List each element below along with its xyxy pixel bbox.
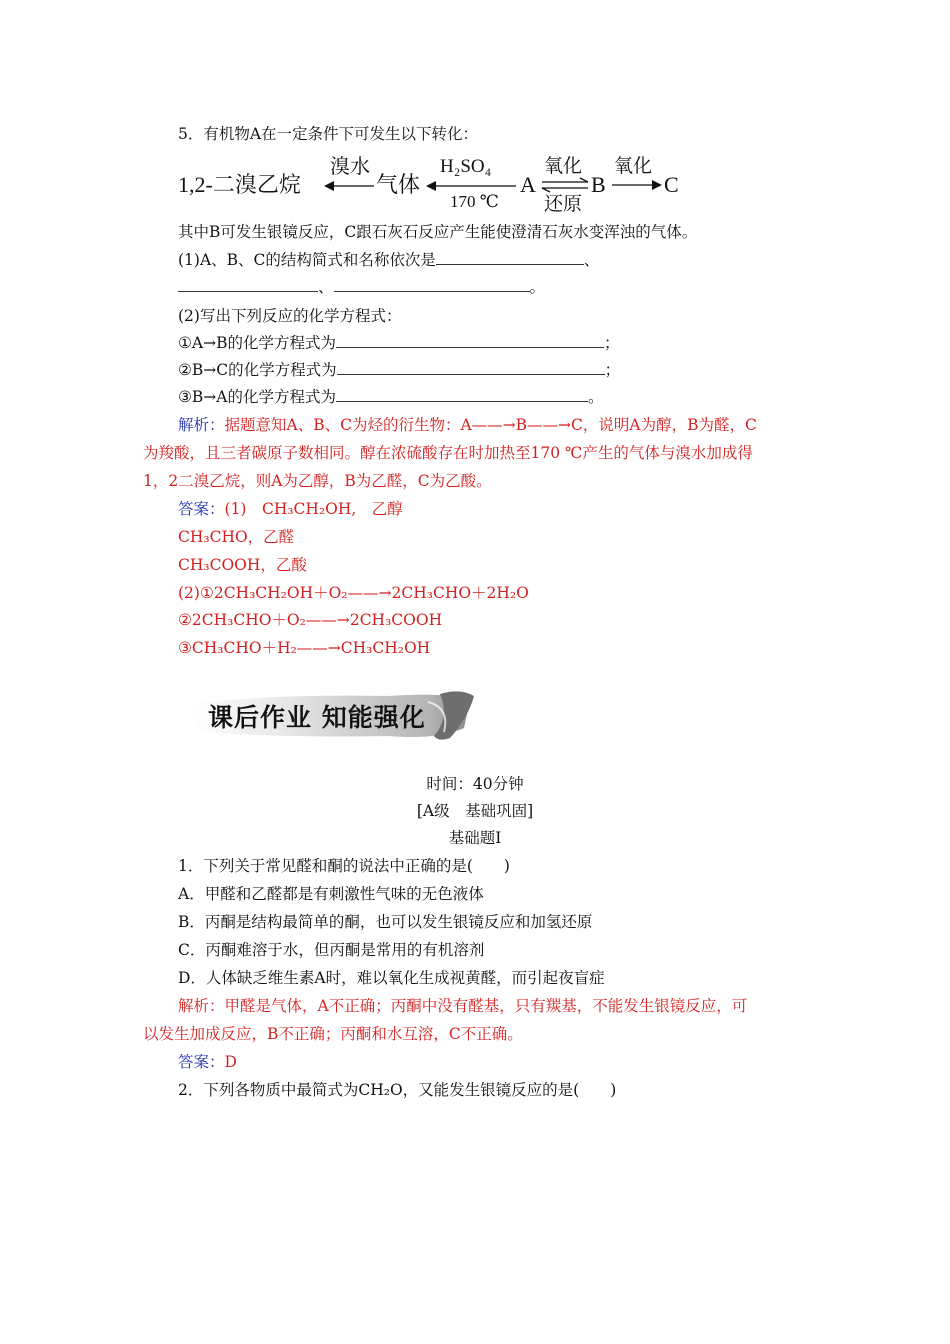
q5-eq3 [178, 387, 603, 407]
q5-analysis-line3: 1，2二溴乙烷，则A为乙醇，B为乙醛，C为乙酸。 [143, 472, 492, 490]
scheme-C: C [664, 172, 679, 197]
reaction-scheme [178, 150, 698, 214]
q5-answer-line5: ②2CH₃CHO＋O₂——→2CH₃COOH [178, 611, 443, 629]
scheme-cond2: 170 ℃ [450, 192, 499, 211]
q5-answer-line3: CH₃COOH，乙酸 [178, 556, 307, 574]
scheme-product: 1,2-二溴乙烷 [178, 172, 301, 197]
scheme-A: A [520, 172, 536, 197]
answer-blank[interactable] [178, 277, 318, 292]
answer-blank[interactable] [336, 387, 588, 402]
level-label: [A级 基础巩固] [416, 802, 534, 820]
q5-info: 其中B可发生银镜反应，C跟石灰石反应产生能使澄清石灰水变浑浊的气体。 [178, 223, 698, 241]
q5-answer-line1 [178, 499, 403, 519]
scheme-B: B [591, 172, 606, 197]
q1-stem: 1．下列关于常见醛和酮的说法中正确的是( ) [178, 857, 510, 875]
scheme-ox2: 氧化 [614, 156, 653, 177]
separator: 、 [318, 278, 334, 296]
q5-eq3-text: ③B→A的化学方程式为 [178, 388, 336, 406]
semicolon: ； [603, 334, 620, 352]
answer-label: 答案： [178, 1053, 225, 1071]
analysis-label: 解析： [178, 997, 225, 1015]
q5-answer-line4: (2)①2CH₃CH₂OH＋O₂——→2CH₃CHO＋2H₂O [178, 584, 529, 602]
answer-label: 答案： [178, 500, 225, 518]
scheme-reagent1: 溴水 [330, 156, 370, 178]
separator: 、 [583, 251, 600, 269]
q1-analysis-line1 [178, 996, 747, 1016]
q1-option-d[interactable]: D．人体缺乏维生素A时，难以氧化生成视黄醛，而引起夜盲症 [178, 969, 605, 987]
answer-text: (1) CH₃CH₂OH, 乙醇 [224, 500, 403, 518]
q2-stem: 2．下列各物质中最简式为CH₂O，又能发生银镜反应的是( ) [178, 1081, 617, 1099]
semicolon: ； [604, 361, 621, 379]
q1-analysis-line2: 以发生加成反应，B不正确；丙酮和水互溶，C不正确。 [143, 1025, 523, 1043]
q5-stem: 5．有机物A在一定条件下可发生以下转化： [178, 125, 479, 143]
q5-eq2-text: ②B→C的化学方程式为 [178, 361, 337, 379]
q5-part1 [178, 250, 599, 270]
q5-analysis-line2: 为羧酸，且三者碳原子数相同。醇在浓硫酸存在时加热至170 ℃产生的气体与溴水加成得 [143, 444, 753, 462]
answer-blank[interactable] [436, 250, 584, 265]
period: 。 [587, 388, 604, 406]
scheme-gas: 气体 [376, 172, 421, 197]
q5-analysis-line1 [178, 415, 757, 435]
answer-blank[interactable] [337, 360, 605, 375]
q5-answer-line2: CH₃CHO，乙醛 [178, 528, 295, 546]
arrowhead-right [652, 180, 662, 190]
q1-option-a[interactable]: A．甲醛和乙醛都是有刺激性气味的无色液体 [178, 885, 484, 903]
q5-eq1 [178, 333, 619, 353]
group-label: 基础题Ⅰ [448, 829, 502, 847]
q5-eq2 [178, 360, 620, 380]
answer-text: D [224, 1053, 237, 1071]
arrowhead-left-1 [324, 181, 334, 191]
section-banner [188, 688, 478, 744]
q5-answer-line6: ③CH₃CHO＋H₂——→CH₃CH₂OH [178, 639, 431, 657]
period: 。 [529, 278, 546, 296]
q1-option-b[interactable]: B．丙酮是结构最简单的酮，也可以发生银镜反应和加氢还原 [178, 913, 593, 931]
analysis-text: 甲醛是气体，A不正确；丙酮中没有醛基，只有羰基，不能发生银镜反应，可 [224, 997, 748, 1015]
time-limit: 时间：40分钟 [426, 775, 524, 793]
q5-part2: (2)写出下列反应的化学方程式： [178, 307, 402, 325]
scheme-red1: 还原 [544, 194, 583, 214]
scheme-reagent2: H₂SO₄ [440, 156, 492, 177]
q5-eq1-text: ①A→B的化学方程式为 [178, 334, 336, 352]
answer-blank[interactable] [336, 333, 604, 348]
q1-option-c[interactable]: C．丙酮难溶于水，但丙酮是常用的有机溶剂 [178, 941, 485, 959]
q1-answer [178, 1052, 237, 1072]
answer-blank[interactable] [334, 277, 530, 292]
analysis-text: 据题意知A、B、C为烃的衍生物：A——→B——→C，说明A为醇，B为醛，C [224, 416, 757, 434]
arrowhead-left-2 [426, 181, 436, 191]
q5-part1-cont [178, 277, 545, 297]
scheme-ox1: 氧化 [544, 156, 583, 177]
banner-title: 课后作业 知能强化 [208, 703, 426, 732]
q5-part1-text: (1)A、B、C的结构简式和名称依次是 [178, 251, 436, 269]
analysis-label: 解析： [178, 416, 225, 434]
